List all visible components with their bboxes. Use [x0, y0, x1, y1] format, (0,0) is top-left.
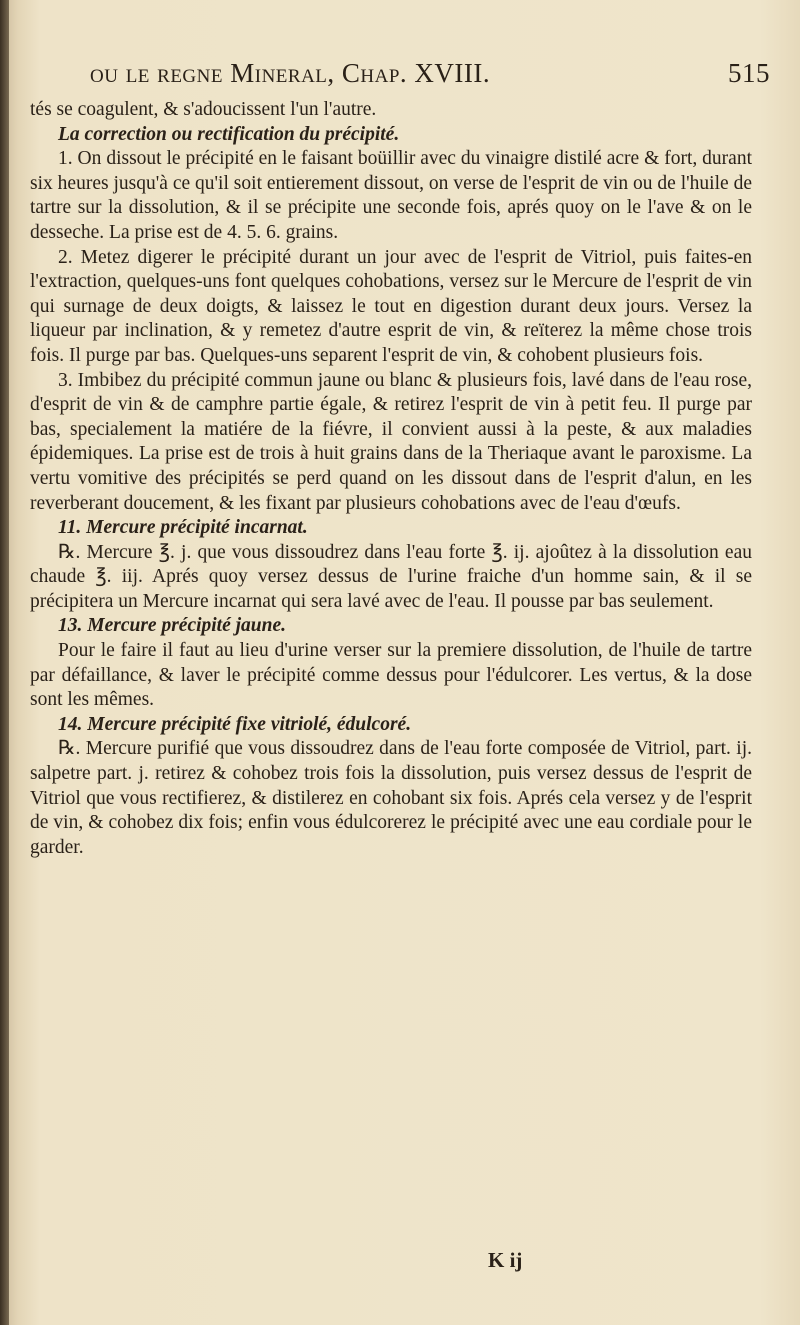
page-number: 515 — [728, 58, 770, 88]
binding-gutter — [0, 0, 9, 1325]
section-heading-vitriole: 14. Mercure précipité fixe vitriolé, édulcoré. — [58, 713, 412, 735]
running-header — [90, 58, 770, 89]
paragraph-jaune: Pour le faire il faut au lieu d'urine verser sur la premiere dissolution, de l'huile de tartre par défaillance, & laver le précipité comme dessus pour l'édulcorer. Les vertus, & la dose sont les mêmes. — [30, 640, 752, 711]
paragraph-vitriole: ℞. Mercure purifié que vous dissoudrez dans de l'eau forte composée de Vitriol, part. ij. salpetre part. j. retirez & cohobez trois fois la dissolution, puis versez dessus de l'esprit de Vitriol que vous rectifierez, & distilerez en cohobant six fois. Aprés cela versez y de l'esprit de vin, & cohobez dix fois; enfin vous édulcorerez le précipité avec une eau cordiale pour le garder. — [30, 738, 752, 858]
section-heading-jaune: 13. Mercure précipité jaune. — [58, 615, 287, 637]
section-heading-correction: La correction ou rectification du précipité. — [58, 123, 400, 145]
paragraph-incarnat: ℞. Mercure ℥. j. que vous dissoudrez dans l'eau forte ℥. ij. ajoûtez à la dissolution eau chaude ℥. iij. Aprés quoy versez dessus de l'urine fraiche d'un homme sain, & il se précipitera un Mercure incarnat qui sera lavé avec de l'eau. Il pousse par bas seulement. — [30, 541, 752, 612]
paragraph-1: 1. On dissout le précipité en le faisant boüillir avec du vinaigre distilé acre & fort, durant six heures jusqu'à ce qu'il soit entierement dissout, on verse de l'esprit de vin ou de l'huile de tartre sur la dissolution, & il se précipite une seconde fois, aprés quoy on le l'ave & on le desseche. La prise est de 4. 5. 6. grains. — [30, 148, 752, 243]
body-text — [30, 98, 752, 860]
section-heading-incarnat: 11. Mercure précipité incarnat. — [58, 517, 308, 539]
paragraph-3: 3. Imbibez du précipité commun jaune ou blanc & plusieurs fois, lavé dans de l'eau rose, d'esprit de vin & de camphre partie égale, & retirez l'esprit de vin à petit feu. Il purge par bas, specialement la matiére de la fiévre, il convient aussi à la peste, & aux maladies épidemiques. La prise est de trois à huit grains dans de la Theriaque avant le paroxisme. La vertu vomitive des précipités se perd quand on les dissout dans de l'esprit d'alun, en les reverberant doucement, & les fixant par plusieurs cohobations avec de l'eau d'œufs. — [30, 369, 752, 514]
paragraph-continuation: tés se coagulent, & s'adoucissent l'un l'autre. — [30, 99, 377, 120]
paragraph-2: 2. Metez digerer le précipité durant un jour avec de l'esprit de Vitriol, puis faites-en l'extraction, quelques-uns font quelques cohobations, versez sur le Mercure de l'esprit de vin qui surnage de deux doigts, & laissez le tout en digestion durant deux jours. Versez la liqueur par inclination, & y remetez d'autre esprit de vin, & reïterez la même chose trois fois. Il purge par bas. Quelques-uns separent l'esprit de vin, & cohobent plusieurs fois. — [30, 246, 752, 366]
signature-mark: K ij — [488, 1248, 523, 1272]
running-title: ou le regne Mineral, Chap. XVIII. — [90, 58, 491, 88]
